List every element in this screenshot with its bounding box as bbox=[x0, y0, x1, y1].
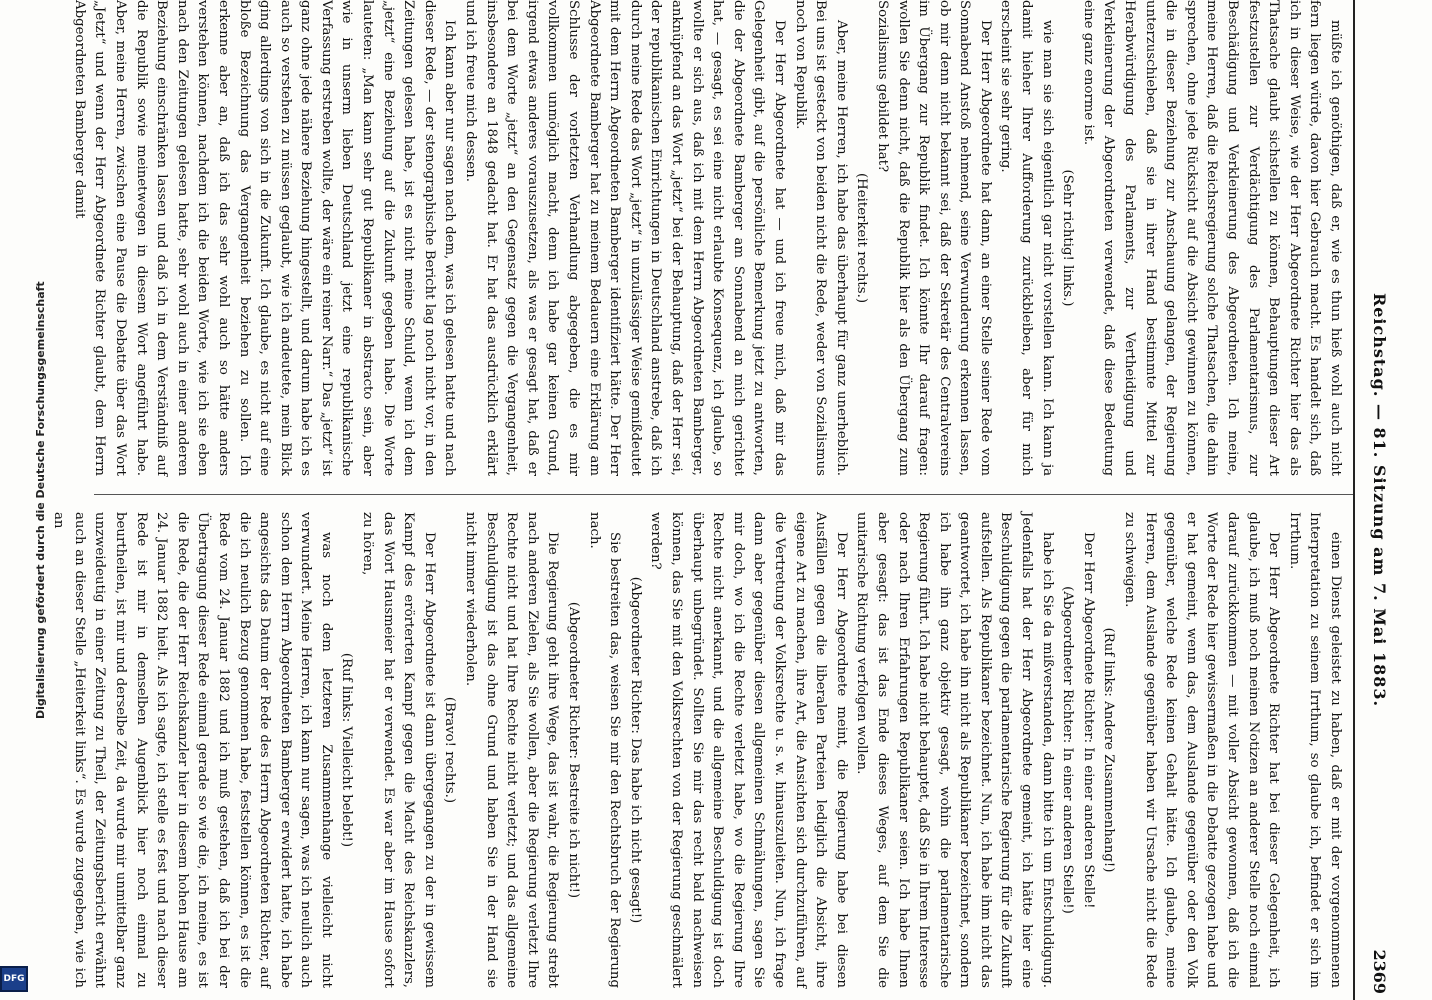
interjection: (Abgeordneter Richter: Das habe ich nicht gesagt!) bbox=[627, 576, 643, 924]
paragraph: wie man sie sich eigentlich gar nicht vorstellen kann. Ich kann ja damit hieher Ihrer Aufforderung zurückbleiben, aber für mich erscheint sie sehr gering. bbox=[998, 0, 1055, 476]
paragraph: Der Herr Abgeordnete Richter hat bei dieser Gelegenheit, ich glaube, ich muß noch meinen Notizen an anderer Stelle noch einmal darauf zurückkommen — mit voller Absicht gewonnen, daß ich die Worte der Rede hier gewissermaßen in die Debatte gezogen habe und er hat gemeint, wenn das, dem Auslande gegenüber oder den Volk gegenüber, welche Rede keinen Gehalt hätte. Ich glaube, meine Herren, dem Auslande gegenüber haben wir Ursache nicht die Rede zu schweigen. bbox=[1122, 512, 1282, 988]
paragraph: Sie bestreiten das, weisen Sie mir den Rechtsbruch der Regierung nach. bbox=[586, 512, 623, 988]
running-title: Reichstag. — 81. Sitzung am 7. Mai 1883. bbox=[1370, 292, 1389, 708]
column-divider bbox=[94, 494, 1353, 495]
paragraph: Der Herr Abgeordnete hat dann, an einer Stelle seiner Rede vom Sonnabend Anstoß nehmend, seine Verwunderung erkennen lassen, ob mir denn nicht bekannt sei, daß der Sekretär des Centralvereins im Übergang zur Republik findet. Ich könnte Ihr darauf fragen: wollen Sie denn nicht, daß die Republik hier als den Übergang zum Sozialismus gebildet hat? bbox=[874, 0, 993, 476]
interjection: (Sehr richtig! links.) bbox=[1060, 169, 1076, 307]
paragraph: Der Herr Abgeordnete hat — und ich freue mich, daß mir das Gelegenheit gibt, auf die persönliche Bemerkung jetzt zu antworten, die der Abgeordnete Bamberger am Sonnabend an mich gerichtet hat, — gesagt, es sei eine nicht erlaubte Konsequenz, ich glaube, so wollte er sich aus, daß ich mit dem Herrn Abgeordneten Bamberger, anknüpfend an das Wort „jetzt“ bei der Behauptung, daß der Herr sei, der republikanischen Einrichtungen in Deutschland anstrebe, daß ich durch meine Rede das Wort „jetzt“ in unzulässiger Weise gemißdeutet mit dem Herrn Abgeordneten Bamberger identifiziert hätte. Der Herr Abgeordnete Bamberger hat zu meinem Bedauern eine Erklärung am Schlusse der vorletzten Verhandlung abgegeben, die es mir vollkommen unmöglich macht, denn ich habe gar keinen Grund, irgend etwas anderes vorauszusetzen, als was er gesagt hat, daß er bei dem Worte „jetzt“ an den Gegensatz gegen die Vergangenheit, insbesondere an 1848 gedacht hat. Er hat das ausdrücklich erklärt und ich freue mich dessen. bbox=[463, 0, 787, 476]
interjection: (Ruf links: Vielleicht belebt!) bbox=[339, 652, 355, 848]
page-number: 2369 bbox=[1370, 949, 1389, 994]
paragraph: Aber, meine Herren, ich habe das überhaupt für ganz unerheblich. Bei uns ist gesteckt von beiden nicht die Rede, weder von Sozialismus noch von Republik. bbox=[792, 0, 849, 476]
dfg-logo-icon: DFG bbox=[0, 966, 28, 992]
digitization-note: Digitalisierung gefördert durch die Deutsche Forschungsgemeinschaft bbox=[34, 281, 47, 719]
paragraph: einen Dienst geleistet zu haben, daß er mit der vorgenommenen Interpretation zu seinem Irrthum, so glaube ich, befindet er sich im Irrthum. bbox=[1286, 512, 1343, 988]
interjection: (Ruf links: Andere Zusammenhang!) bbox=[1101, 627, 1117, 873]
interjection: (Abgeordneter Richter: In einer anderen Stelle!) bbox=[1060, 586, 1076, 914]
paragraph: Der Herr Abgeordnete Richter: In einer anderen Stelle! bbox=[1080, 532, 1096, 909]
interjection: (Abgeordneter Richter: Bestreite ich nicht!) bbox=[566, 601, 582, 899]
paragraph: was noch dem letzteren Zusammenhange vielleicht nicht verwundert. Meine Herren, ich kann nur sagen, was ich neulich auch schon dem Herrn Abgeordneten Bamberger erwidert hatte, ich habe angesichts das Datum der Rede des Herrn Abgeordneten Richter, auf die ich neulich Bezug genommen habe, feststellen können, es ist die Rede vom 24. Januar 1882 und ich muß gestehen, daß ich bei der Übertragung dieser Rede einmal gerade so wie die, ich meine, es ist die Rede, die der Herr Reichskanzler hier in diesem hohen Hause am 24. Januar 1882 hielt. Als ich sagte, ich stelle es fest und nach dieser Rede ist mir in demselben Augenblick hier noch einmal zu beurtheilen, ist mir und derselbe Zeit, da wurde mir unmittelbar ganz unzweideutig in einer Zeitung zu Theil, der Zeitungsbericht erwähnt auch an dieser Stelle „Heiterkeit links“. Es wurde zugegeben, wie ich an bbox=[51, 512, 334, 988]
right-column bbox=[51, 512, 1345, 988]
paragraph: Ich kann aber nur sagen nach dem, was ich gelesen hatte und nach dieser Rede, — der stenographische Bericht lag noch nicht vor, in den Zeitungen gelesen habe, ist es nicht meine Schuld, wenn ich dem „jetzt“ eine Beziehung auf die Zukunft gegeben habe. Die Worte lauteten: „Man kann sehr gut Republikaner in abstracto sein, aber wie in unserm lieben Deutschland jetzt eine republikanische Verfassung erstreben wollte, der wäre ein reiner Narr.“ Das „jetzt“ ist ganz ohne jede nähere Beziehung hingestellt, und darum habe ich es auch so verstehen zu müssen geglaubt, wie ich andeutete, mein Blick ging allerdings von sich in die Zukunft. Ich glaube, es nicht auf eine bloße Bezeichnung das Vergangenheit beziehen zu sollen. Ich erkenne aber an, daß ich das sehr wohl auch so hätte anders verstehen können, nachdem ich die beiden Worte, wie ich sie eben nach den Zeitungen gelesen hatte, sehr wohl auch in einer anderen Beziehung einschränken lassen und daß ich in dem Verständniß auf die Republik sowie meinetwegen in diesem Wort angeführt habe. Aber, meine Herren, zwischen eine Pause die Debatte über das Wort „Jetzt“ und wenn der Herr Abgeordnete Richter glaubt, dem Herrn Abgeordneten Bamberger damit bbox=[71, 0, 458, 477]
paragraph: Der Herr Abgeordnete ist dann übergegangen zu der in gewissem Kampf des erörterten Kampf gegen die Macht des Reichskanzlers, das Wort Hausmeier hat er verwendet. Es war aber im Hause sofort zu hören, bbox=[360, 512, 437, 988]
page-header bbox=[1353, 0, 1399, 1000]
interjection: (Bravo! rechts.) bbox=[442, 696, 458, 804]
left-column bbox=[71, 0, 1345, 477]
interjection: (Heiterkeit rechts.) bbox=[854, 172, 870, 304]
paragraph: Die Regierung geht ihre Wege, das ist wahr, die Regierung strebt nach anderen Zielen, als Sie wollen, aber die Regierung verletzt Ihre Rechte nicht und hat Ihre Rechte nicht verletzt; und das allgemeine Beschuldigung ist das ohne Grund und haben Sie in der Hand sie nicht immer wiederholen. bbox=[463, 512, 561, 988]
paragraph: habe ich Sie da mißverstanden, dann bitte ich um Entschuldigung. Jedenfalls hat der Herr Abgeordnete gemeint, ich hätte hier eine Beschuldigung gegen die parlamentarische Regierung für die Zukunft aufstellen. Als Republikaner bezeichnet. Nun, ich habe ihm nicht das geantwortet, ich habe ihn nicht als Republikaner bezeichnet, sondern ich habe ihn ganz objektiv gesagt, wohin die parlamentarische Regierung führt. Ich habe nicht behauptet, daß Sie in Ihrem Interesse oder nach Ihren Erfahrungen Republikaner seien. Ich habe Ihnen aber gesagt: das ist das Ende dieses Weges, auf dem Sie die unitarische Richtung verfolgen wollen. bbox=[854, 512, 1055, 988]
rotated-page-content bbox=[51, 0, 1399, 1000]
paragraph: müßte ich genöthigen, daß er, wie es thun hieß wohl auch nicht fern liegen würde, davon hier Gebrauch macht. Es handelt sich, daß ich in dieser Weise, wie der Herr Abgeordnete Richter hier das als Thatsache glaubt sichstellen zu können, Behauptungen dieser Art festzustellen zur Verdächtigung des Parlamentarismus, zur Beschädigung und Verkleinerung des Abgeordneten. Ich meine, meine Herren, daß die Reichsregierung solche Thatsachen, die dahin sprechen, ohne jede Rücksicht auf die Absicht gewinnen zu können, die in dieser Beziehung zur Anschauung gelangen, der Regierung unterzuschieben, daß sie in ihrer Hand bestimmte Mittel zur Herabwürdigung des Parlaments, zur Vertheidigung und Verkleinerung der Abgeordneten verwendet, daß diese Bedeutung eine ganz enorme ist. bbox=[1080, 0, 1343, 476]
paragraph: Der Herr Abgeordnete meint, die Regierung habe bei diesen Ausfällen gegen die liberalen Parteien lediglich die Absicht, ihre eigene Art zu machen, ihre Art, die Ansichten sich durchzuführen, auf die Vertretung der Volksrechte u. s. w. hinauszuleiten. Nun, ich frage dann aber gegenüber diesen allgemeinen Schmähungen, sagen Sie mir doch, wo ich die Rechte verletzt habe, wo die Regierung Ihre Rechte nicht anerkannt, und die allgemeine Beschuldigung ist doch überhaupt unbegründet. Sollten Sie mir das recht bald nachweisen können, das Sie mit den Volksrechten von der Regierung geschmälert werden? bbox=[648, 512, 849, 988]
